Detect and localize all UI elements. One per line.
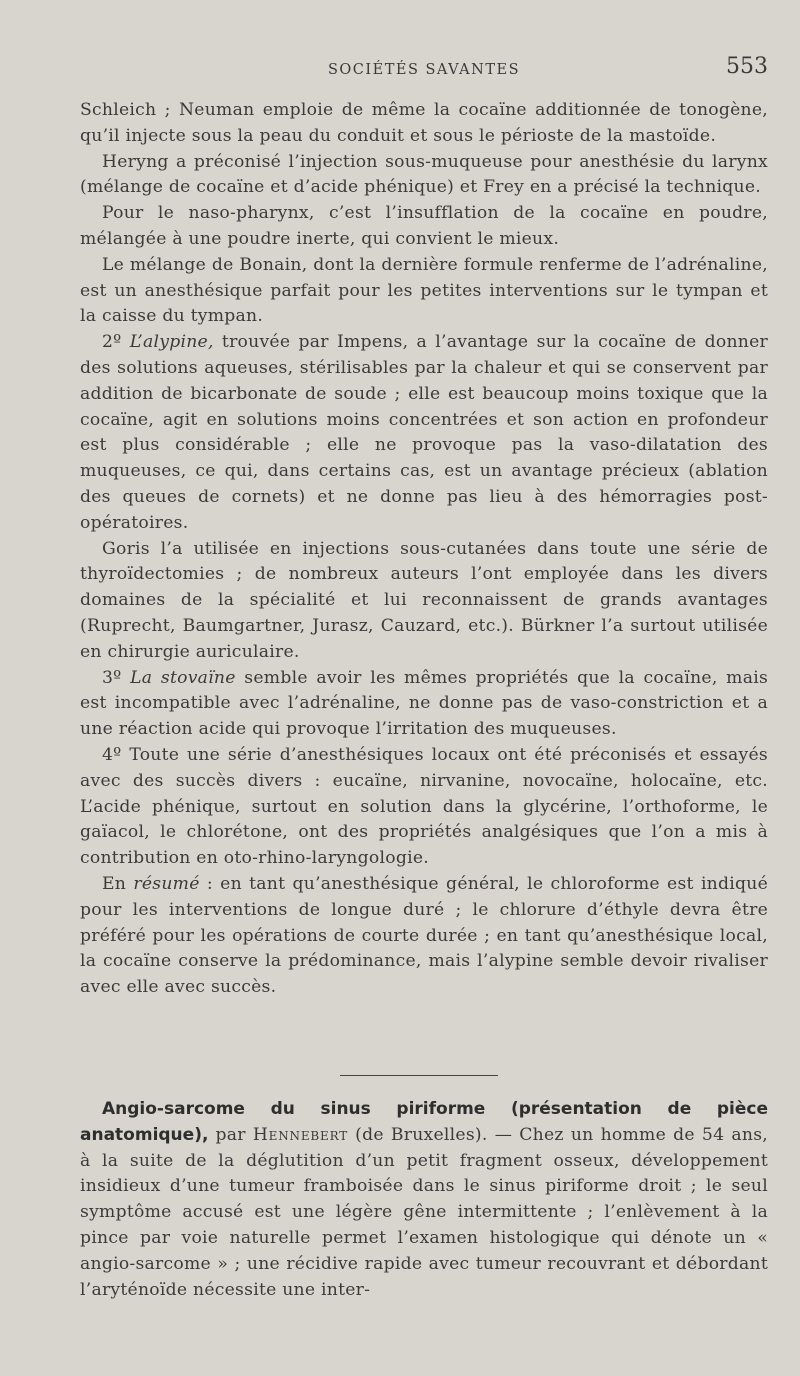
- paragraph-heryng: Heryng a préconisé l’injection sous-muqueuse pour anesthésie du larynx (mélange de cocaïne et d’acide phénique) et Frey en a précisé la technique.: [80, 151, 768, 198]
- term-stovaine: La stovaïne: [130, 667, 236, 688]
- article-paragraph: [80, 1097, 768, 1303]
- paragraph-resume: [80, 872, 768, 1001]
- article-body: (de Bruxelles). — Chez un homme de 54 ans, à la suite de la déglutition d’un petit fragment osseux, développement insidieux d’une tumeur framboisée dans le sinus piriforme droit ; le seul symptôme accusé est une légère gêne intermittente ; l’enlèvement à la pince par voie naturelle permet l’examen histologique qui dénote un « angio-sarcome » ; une récidive rapide avec tumeur recouvrant et débordant l’aryténoïde nécessite une inter-: [80, 1124, 769, 1300]
- item-number: 2º: [102, 332, 122, 353]
- article-title: Angio-sarcome du sinus piriforme (présentation de pièce anatomique),: [80, 1099, 768, 1145]
- paragraph-alypine: [80, 330, 768, 536]
- page-header: [80, 54, 768, 88]
- item-number: 3º: [102, 667, 122, 688]
- section-separator: [340, 1075, 498, 1076]
- paragraph-anesthesiques: [80, 743, 768, 872]
- paragraph-naso-pharynx: Pour le naso-pharynx, c’est l’insufflation de la cocaïne en poudre, mélangée à une poudre inerte, qui convient le mieux.: [80, 203, 768, 249]
- paragraph-bonain: Le mélange de Bonain, dont la dernière formule renferme de l’adrénaline, est un anesthésique parfait pour les petites interventions sur le tympan et la caisse du tympan.: [80, 254, 768, 327]
- term-alypine: L’alypine,: [129, 332, 214, 353]
- paragraph-schleich: Schleich ; Neuman emploie de même la cocaïne additionnée de tonogène, qu’il injecte sous la peau du conduit et sous le périoste de la mastoïde.: [80, 100, 768, 146]
- main-text: [80, 98, 768, 1001]
- paragraph-alypine-text: trouvée par Impens, a l’avantage sur la cocaïne de donner des solutions aqueuses, stérilisables par la chaleur et qui se conservent par addition de bicarbonate de soude ; elle est beaucoup moins toxique que la cocaïne, agit en solutions moins concentrées et son action en profondeur est plus considérable ; elle ne provoque pas la vaso-dilatation des muqueuses, ce qui, dans certains cas, est un avantage précieux (ablation des queues de cornets) et ne donne pas lieu à des hémorragies post-opératoires.: [80, 332, 768, 533]
- running-head: SOCIÉTÉS SAVANTES: [327, 62, 521, 78]
- item-number: 4º: [102, 744, 122, 765]
- page-number: 553: [726, 54, 768, 79]
- article-by: par: [215, 1124, 246, 1145]
- article-angio-sarcome: [80, 1097, 768, 1303]
- paragraph-stovaine-text: semble avoir les mêmes propriétés que la cocaïne, mais est incompatible avec l’adrénaline, ne donne pas de vaso-constriction et a une réaction acide qui provoque l’irritation des muqueuses.: [80, 667, 769, 740]
- paragraph-stovaine: [80, 666, 768, 743]
- term-resume: résumé: [133, 873, 200, 894]
- paragraph-resume-text: : en tant qu’anesthésique général, le chloroforme est indiqué pour les interventions de longue duré ; le chlorure d’éthyle devra être préféré pour les opérations de courte durée ; en tant qu’anesthésique local, la cocaïne conserve la prédominance, mais l’alypine semble devoir rivaliser avec elle avec succès.: [80, 873, 768, 998]
- resume-lead: En: [102, 873, 127, 894]
- paragraph-anesthesiques-text: Toute une série d’anesthésiques locaux ont été préconisés et essayés avec des succès divers : eucaïne, nirvanine, novocaïne, holocaïne, etc. L’acide phénique, surtout en solution dans la glycérine, l’orthoforme, le gaïacol, le chlorétone, ont des propriétés analgésiques que l’on a mis à contribution en oto-rhino-laryngologie.: [80, 744, 768, 869]
- paragraph-goris: Goris l’a utilisée en injections sous-cutanées dans toute une série de thyroïdectomies ; de nombreux auteurs l’ont employée dans les divers domaines de la spécialité et lui reconnaissent de grands avantages (Ruprecht, Baumgartner, Jurasz, Cauzard, etc.). Bürkner l’a surtout utilisée en chirurgie auriculaire.: [80, 538, 768, 662]
- article-author: Hennebert: [252, 1124, 349, 1145]
